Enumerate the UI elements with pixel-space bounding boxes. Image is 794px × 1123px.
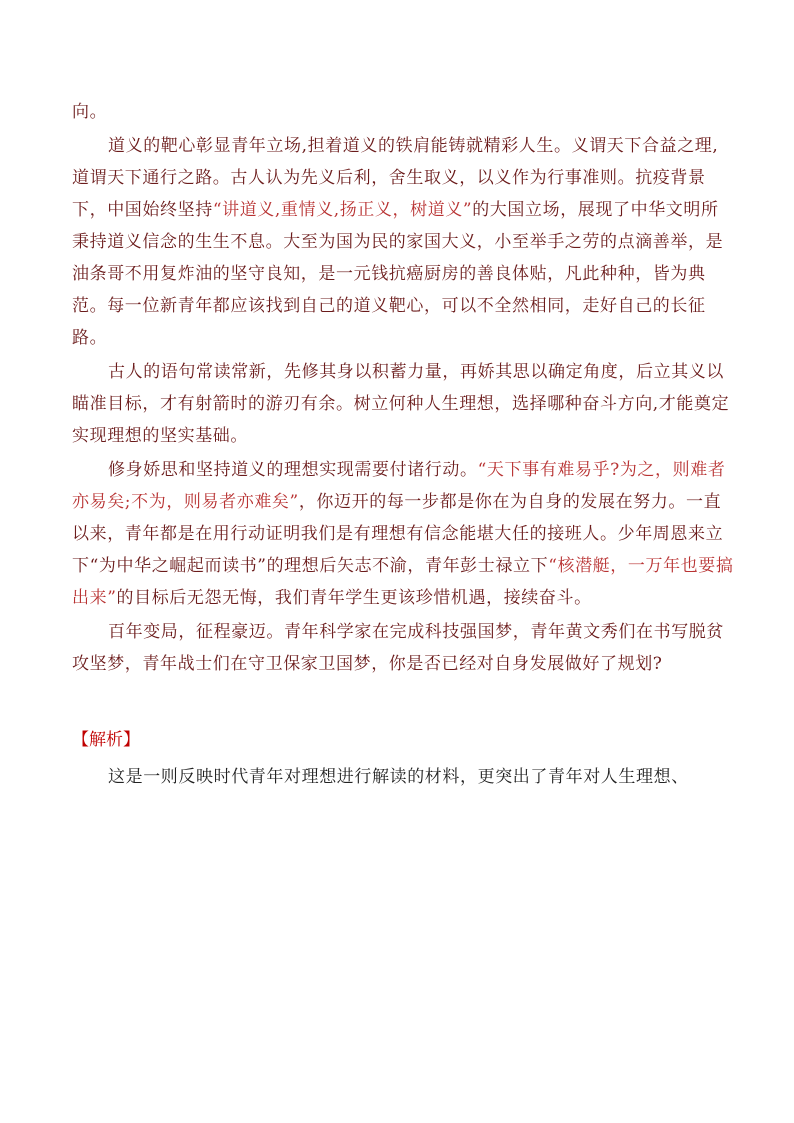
analysis-heading: 【解析】: [72, 730, 140, 750]
analysis-text: 这是一则反映时代青年对理想进行解读的材料，更突出了青年对人生理想、: [108, 767, 689, 787]
essay-body: [72, 96, 734, 680]
paragraph-3-quote-1: “天下事有难易乎?为之，则难者亦易矣;不为，则易者亦难矣”: [72, 460, 726, 512]
essay-paragraph-2: 古人的语句常读常新，先修其身以积蓄力量，再娇其思以确定角度，后立其义以瞄准目标，才有射箭时的游刃有余。树立何种人生理想，选择哪种奋斗方向,才能奠定实现理想的坚实基础。: [72, 362, 730, 446]
essay-paragraph-3: [72, 454, 734, 614]
paragraph-3-quote-2: “核潜艇，一万年也要搞出来”: [72, 556, 734, 608]
essay-paragraph-0: 向。: [72, 102, 108, 122]
paragraph-1-text-b: 的大国立场，展现了中华文明所秉持道义信念的生生不息。大至为国为民的家国大义，小至举手之劳的点滴善举，是油条哥不用复炸油的坚守良知，是一元钱抗癌厨房的善良体贴，凡此种种，皆为典范。每一位新青年都应该找到自己的道义靶心，可以不全然相同，走好自己的长征路。: [72, 200, 724, 348]
paragraph-1-quote: “讲道义,重情义,扬正义，树道义”: [212, 200, 473, 220]
paragraph-3-text-c: 的目标后无怨无悔，我们青年学生更该珍惜机遇，接续奋斗。: [116, 588, 592, 608]
paragraph-3-text-a: 修身娇思和坚持道义的理想实现需要付诸行动。: [108, 460, 478, 480]
paragraph-1-text-a: 道义的靶心彰显青年立场,担着道义的铁肩能铸就精彩人生。义谓天下合益之理,道谓天下通行之路。古人认为先义后利，舍生取义，以义作为行事准则。抗疫背景下，中国始终坚持: [72, 136, 719, 220]
essay-paragraph-1: [72, 130, 734, 354]
essay-paragraph-4: 百年变局，征程豪迈。青年科学家在完成科技强国梦，青年黄文秀们在书写脱贫攻坚梦，青年战士们在守卫保家卫国梦，你是否已经对自身发展做好了规划?: [72, 622, 724, 674]
paragraph-3-text-b: ，你迈开的每一步都是你在为自身的发展在努力。一直以来，青年都是在用行动证明我们是有理想有信念能堪大任的接班人。少年周恩来立下“为中华之崛起而读书”的理想后矢志不渝，青年彭士禄立下: [72, 492, 724, 576]
